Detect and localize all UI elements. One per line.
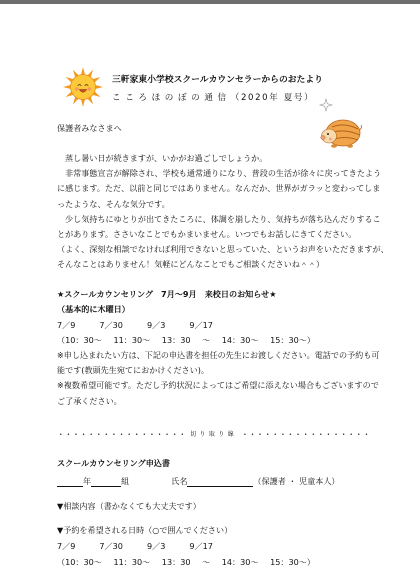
consultation-label: ▼相談内容（書かなくても大丈夫です） — [57, 501, 201, 511]
respondent-options: （保護者 ・ 児童本人） — [253, 476, 340, 486]
mascot-tail — [360, 125, 362, 130]
mascot-snout — [321, 136, 325, 140]
cut-line-label: 切り取り線 — [190, 431, 238, 438]
visit-date: 9／3 — [146, 320, 166, 330]
notice-heading: ★スクールカウンセリング 7月～9月 来校日のお知らせ★ — [57, 289, 277, 299]
letter-line: （よく、深刻な相談でなければ利用できないと思っていた、というお声をいただきますが、 — [57, 244, 389, 254]
notice-times: （10：30～ 11：30～ 13：30 ～ 14：30～ 15：30～） — [57, 335, 315, 345]
grade-blank — [57, 477, 83, 487]
notice-note: 能です(教頭先生宛てにおかけください)。 — [57, 365, 210, 375]
grade-label: 年 — [83, 476, 92, 486]
greeting: 保護者みなさまへ — [57, 123, 122, 133]
cut-line-dots: ・・・・・・・・・・・・・・・・・ — [57, 430, 187, 439]
newsletter-title: 三軒家東小学校スクールカウンセラーからのおたより — [112, 75, 323, 85]
mascot-foot — [331, 144, 337, 147]
applicant-info-row — [57, 475, 340, 487]
mascot-cheek — [329, 138, 332, 141]
form-dates — [57, 540, 213, 552]
letter-line: 少し気持ちにゆとりが出てきたころに、体調を崩したり、気持ちが落ち込んだりするこ — [65, 214, 381, 224]
visit-date: 9／17 — [189, 320, 213, 330]
form-date-option: 9／3 — [146, 541, 166, 551]
form-title: スクールカウンセリング申込書 — [57, 458, 170, 468]
name-blank — [187, 477, 253, 487]
form-times: （10：30～ 11：30～ 13：30 ～ 14：30～ 15：30～） — [57, 557, 315, 567]
notice-note: ※申し込まれたい方は、下記の申込書を担任の先生にお渡しください。電話での予約も可 — [57, 350, 380, 360]
sparkle-icon — [320, 99, 332, 111]
newsletter-issue: （2020年 夏号） — [230, 93, 315, 103]
newsletter-subtitle — [112, 92, 314, 104]
smiling-sun-icon — [62, 66, 104, 108]
name-label: 氏名 — [171, 476, 188, 486]
letter-line: に感じます。ただ、以前と同じではありません。なんだか、世界がガラッと変わってしま — [57, 183, 381, 193]
notice-note: ※複数希望可能です。ただし予約状況によってはご希望に添えない場合もございますので — [57, 380, 379, 390]
form-date-option: 7／30 — [99, 541, 123, 551]
notice-dates — [57, 319, 213, 331]
mascot-eye — [327, 133, 329, 135]
newsletter-name: こころほのぼの通信 — [112, 93, 231, 103]
striped-animal-icon — [316, 98, 362, 150]
letter-line: 非常事態宣言が解除され、学校も通常通りになり、普段の生活が徐々に戻ってきたよう — [65, 168, 382, 178]
cut-line — [57, 429, 370, 441]
letter-line: とがあります。ささいなことでもかまいません。いつでもお話しにきてください。 — [57, 229, 357, 239]
visit-date: 7／9 — [57, 320, 76, 330]
class-blank — [91, 477, 121, 487]
sun-cheek — [87, 87, 91, 91]
sun-cheek — [75, 87, 79, 91]
class-label: 組 — [121, 476, 130, 486]
sun-face — [71, 75, 96, 100]
notice-note: ご了承ください。 — [57, 396, 122, 406]
visit-date: 7／30 — [99, 320, 123, 330]
letter-line: そんなことはありません！気軽にどんなことでもご相談くださいね＾＾） — [57, 259, 325, 269]
form-date-option: 9／17 — [189, 541, 213, 551]
notice-subheading: （基本的に木曜日） — [57, 304, 130, 314]
form-date-option: 7／9 — [57, 541, 76, 551]
top-border — [0, 0, 420, 4]
schedule-label: ▼予約を希望される日時（○で囲んでください） — [57, 525, 233, 535]
mascot-foot — [347, 144, 353, 147]
letter-line: ったような、そんな気分です。 — [57, 199, 170, 209]
letter-line: 蒸し暑い日が続きますが、いかがお過ごしでしょうか。 — [65, 153, 268, 163]
row-spacer — [129, 477, 171, 487]
cut-line-dots: ・・・・・・・・・・・・・・・・・ — [241, 430, 371, 439]
